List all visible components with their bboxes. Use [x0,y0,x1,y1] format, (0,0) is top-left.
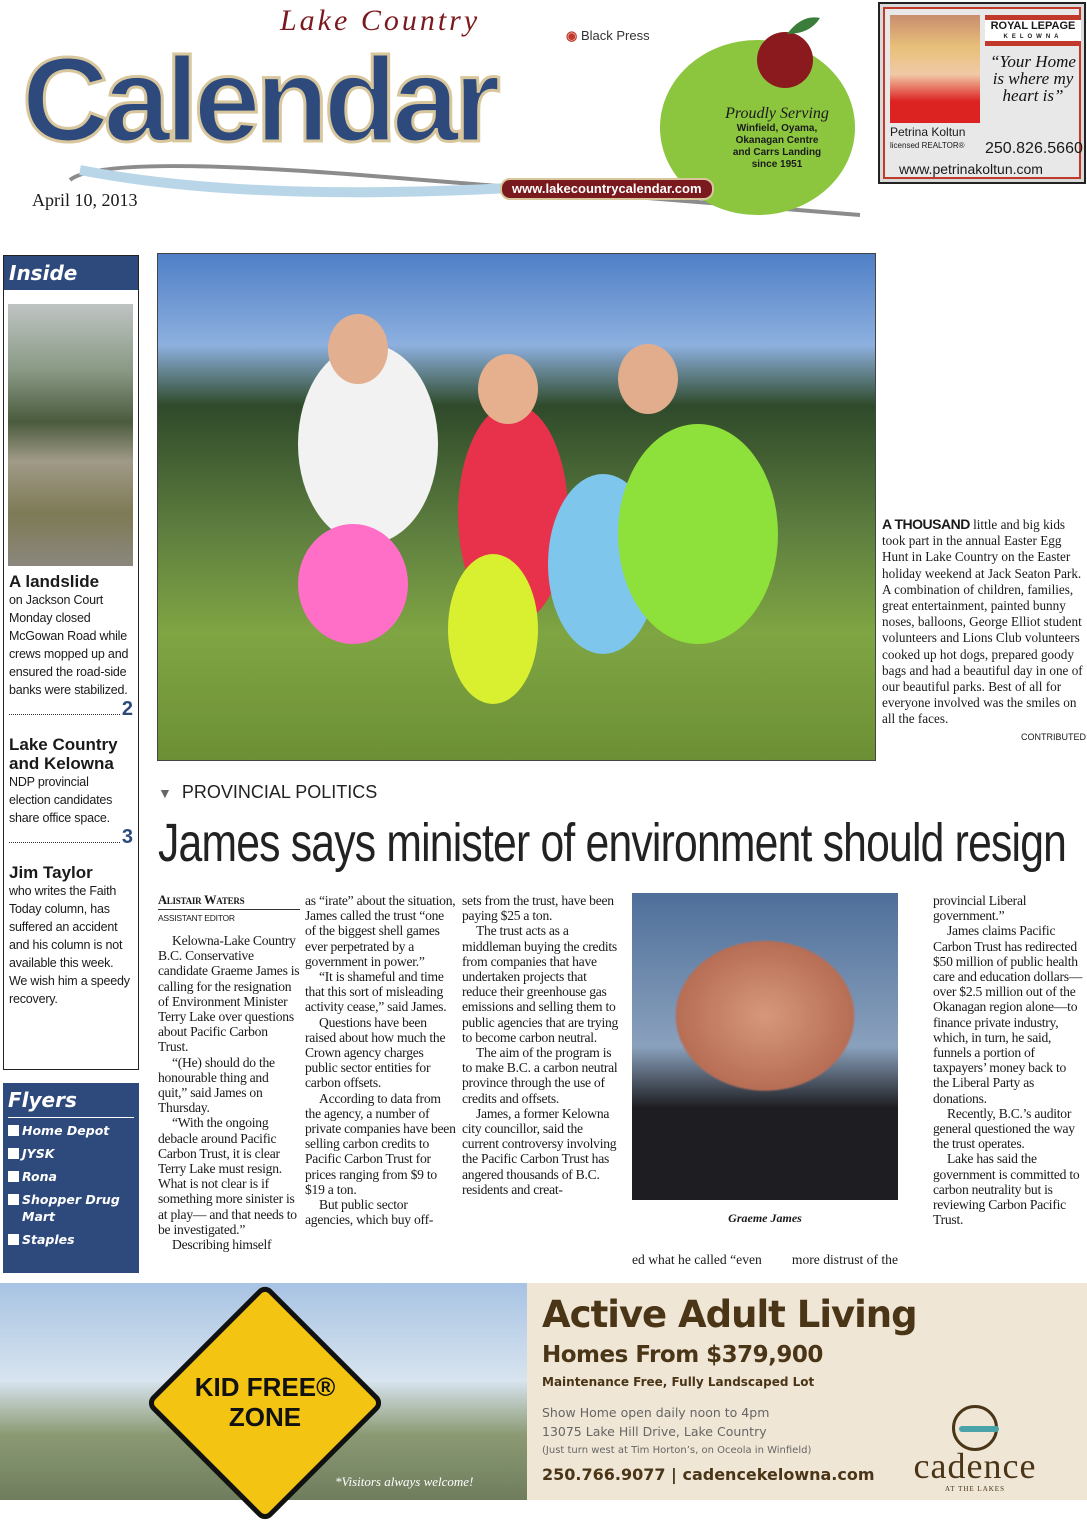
issue-date: April 10, 2013 [32,190,138,210]
flyer-item[interactable] [8,1145,134,1162]
serving-line: Winfield, Oyama, [736,123,818,134]
cadence-logo [895,1405,1055,1494]
page-number: 3 [121,826,133,848]
photo-caption-block [882,516,1086,743]
flyer-item[interactable] [8,1231,134,1248]
sign-text: KID FREE® ZONE [194,1372,336,1432]
inside-item-text: on Jackson Court Monday closed McGowan Road while crews mopped up and ensured the road-side banks were stabilized. [9,593,129,697]
article-column-5 [933,893,1085,1227]
paragraph: “It is shameful and time that this sort of misleading activity cease,” said James. [305,969,447,1015]
page-reference [9,827,133,847]
ad-directions: (Just turn west at Tim Horton’s, on Oceola in Winfield) [542,1445,812,1456]
paragraph: Recently, B.C.’s auditor general questioned the way the trust operates. [933,1105,1075,1152]
paragraph: Lake has said the government is committed to carbon neutrality but is reviewing Carbon Pacific Trust. [933,1151,1080,1228]
flyer-label: JYSK [22,1146,55,1161]
inside-item-ndp[interactable] [9,735,133,847]
publisher-logo [566,28,650,44]
realtor-ad[interactable] [878,2,1086,184]
inside-box [3,255,139,1070]
inside-title: Inside [4,256,138,290]
inside-item-headline: Lake Country and Kelowna [9,735,118,773]
paragraph: The trust acts as a middleman buying the credits from companies that have undertaken projects that reduce their greenhouse gas emissions and selling them to public agencies that are trying to become carbon neutral. [462,923,619,1045]
ad-feature: Maintenance Free, Fully Landscaped Lot [542,1375,815,1389]
realtor-quote: “Your Home is where my heart is” [990,52,1076,105]
portrait-caption: Graeme James [728,1211,802,1225]
flyer-label: Rona [22,1169,57,1184]
brand-sub: KELOWNA [1003,34,1063,40]
author-name: Alistair Waters [158,893,300,910]
triangle-down-icon: ▼ [158,785,172,801]
paragraph: James, a former Kelowna city councillor, said the current controversy involving the Pacific Carbon Trust has angered thousands of B.C. residents and creat- [462,1105,617,1197]
page-number: 2 [121,698,133,720]
article-column-3 [462,893,620,1197]
ad-contact[interactable]: 250.766.9077 | cadencekelowna.com [542,1465,875,1484]
bullet-square-icon [8,1171,19,1182]
flyer-label: Home Depot [22,1123,110,1138]
paragraph: But public sector agencies, which buy off- [305,1197,434,1228]
section-name: PROVINCIAL POLITICS [181,782,378,802]
publisher-name: Black Press [580,28,650,43]
article-continuation-line [632,1252,898,1268]
apple-icon [752,14,822,92]
ad-price: Homes From $379,900 [542,1342,823,1368]
realtor-phone: 250.826.5660 [985,140,1083,157]
caption-lead: A THOUSAND [882,516,970,532]
logo-subtitle: Lake Country [280,4,481,37]
continuation-right: more distrust of the [791,1252,898,1267]
page-reference [9,699,133,719]
serving-title: Proudly Serving [725,105,829,122]
logo-name: cadence [913,1446,1037,1486]
inside-item-text: NDP provincial election candidates share office space. [9,775,113,825]
ad-hours: Show Home open daily noon to 4pm [542,1405,770,1420]
bullet-square-icon [8,1234,19,1245]
flyer-item[interactable] [8,1122,134,1139]
logo-title: Calendar [22,33,496,167]
logo-sub: AT THE LAKES [945,1485,1005,1493]
article-headline[interactable]: James says minister of environment should resign [158,813,1067,873]
royal-lepage-logo [985,15,1081,46]
serving-line: and Carrs Landing [732,147,822,158]
inside-item-headline: A landslide [9,572,100,591]
ad-headline: Active Adult Living [542,1293,917,1336]
inside-items [4,572,138,1008]
paragraph: James claims Pacific Carbon Trust has redirected $50 million of public health care and education dollars— over $2.5 million out of the Okanagan region alone—to finance private industry, which, in turn, he said, funnels a portion of taxpayers’ money back to the Liberal Party as donations. [933,923,1083,1106]
serving-line: Okanagan Centre [735,135,819,146]
paragraph: as “irate” about the situation, James called the trust “one of the biggest shell games ever perpetrated by a government in power.” [305,893,456,969]
paragraph: According to data from the agency, a number of private companies have been selling carbon credits to Pacific Carbon Trust for prices ranging from $9 to $19 a ton. [305,1090,456,1197]
bullet-square-icon [8,1148,19,1159]
paragraph: Questions have been raised about how much the Crown agency charges public sector entities for carbon offsets. [305,1014,446,1091]
flyers-title: Flyers [8,1083,134,1118]
realtor-photo [890,15,980,123]
flyers-box [3,1083,139,1273]
inside-item-jim-taylor[interactable] [9,863,133,1008]
bullet-square-icon [8,1194,19,1205]
flyer-label: Shopper Drug Mart [22,1192,120,1224]
flyer-item[interactable] [8,1191,134,1225]
paragraph: provincial Liberal government.” [933,893,1027,924]
flyer-label: Staples [22,1232,75,1247]
serving-box [722,104,832,171]
ad-address: 13075 Lake Hill Drive, Lake Country [542,1424,767,1439]
flyer-item[interactable] [8,1168,134,1185]
website-link[interactable]: www.lakecountrycalendar.com [500,178,714,200]
inside-item-headline: Jim Taylor [9,863,93,882]
paragraph: “(He) should do the honourable thing and quit,” said James on Thursday. [158,1054,275,1116]
brand-name: ROYAL LEPAGE [990,20,1076,32]
inside-item-landslide[interactable] [9,572,133,719]
bullet-square-icon [8,1125,19,1136]
paragraph: Kelowna-Lake Country B.C. Conservative candidate Graeme James is calling for the resignation of Environment Minister Terry Lake over questions about Pacific Carbon Trust. [158,933,300,1055]
visitors-note: *Visitors always welcome! [335,1474,474,1489]
paragraph: “With the ongoing debacle around Pacific Carbon Trust, it is clear Terry Lake must resign. What is not clear is if something more sinister is at play— and that needs to be investigated.” [158,1115,297,1237]
serving-line: since 1951 [751,159,803,170]
paragraph: The aim of the program is to make B.C. a carbon neutral province through the use of credits and offsets. [462,1045,618,1106]
caption-text: little and big kids took part in the annual Easter Egg Hunt in Lake Country on the Easter holiday weekend at Jack Seaton Park. A combination of children, families, great entertainment, painted bunny noses, balloons, George Elliot student volunteers and Lions Club volunteers cooked up hot dogs, prepared goody bags and had a beautiful day in one of our beautiful parks. Best of all for everyone involved was the smiles on all the faces. [882,517,1083,727]
article-column-2 [305,893,457,1227]
realtor-website[interactable]: www.petrinakoltun.com [899,161,1043,177]
wave-circle-icon [952,1405,998,1451]
landslide-photo [8,304,133,566]
paragraph: Describing himself [172,1237,272,1253]
author-title: ASSISTANT EDITOR [158,913,235,923]
section-label [158,781,377,804]
paragraph: sets from the trust, have been paying $25 a ton. [462,893,614,924]
photo-caption [882,516,1086,728]
inside-item-text: who writes the Faith Today column, has suffered an accident and his column is not available this week. We wish him a speedy recovery. [9,884,130,1006]
realtor-name: Petrina Koltun [890,125,966,139]
photo-credit: CONTRIBUTED [1021,731,1086,742]
easter-egg-hunt-photo [157,253,876,761]
realtor-license: licensed REALTOR® [890,141,965,150]
continuation-left: ed what he called “even [632,1252,762,1267]
article-column-1 [158,893,300,1252]
graeme-james-photo [632,893,898,1200]
publisher-icon: ◉ [566,28,578,43]
